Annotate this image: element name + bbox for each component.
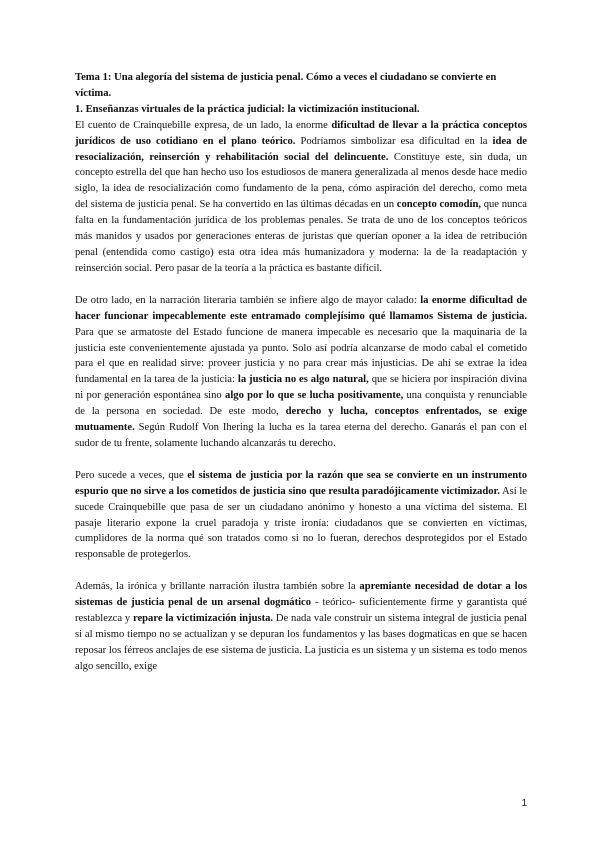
bold-run: el sistema de justicia por la razón que sea se convierte en un instrumento espurio que no sirve a los cometidos de justicia sino que resulta paradójicamente victimizador.: [75, 469, 528, 497]
bold-run: la justicia no es algo natural,: [237, 374, 369, 386]
document-body: [75, 70, 527, 675]
bold-run: dificultad de llevar a la práctica conceptos jurídicos de uso cotidiano en el plano teórico.: [75, 119, 527, 147]
bold-run: algo por lo que se lucha positivamente,: [225, 390, 404, 402]
bold-run: apremiante necesidad de dotar a los sistemas de justicia penal de un arsenal dogmático: [75, 581, 527, 609]
bold-run: idea de resocialización, reinserción y rehabilitación social del delincuente.: [75, 135, 528, 163]
text-run: Así le sucede Crainquebille que pasa de ser un ciudadano anónimo y honesto a una víctima del sistema. El pasaje literario expone la cruel paradoja y triste ironía: ciudadanos que se convierten en víctimas, cumplidores de la norma qué son tratados como si no lo fueran, derechos desprotegidos por el Estado responsable de protegerlos.: [75, 485, 527, 561]
text-run: El cuento de Crainquebille expresa, de un lado, la enorme: [75, 119, 332, 131]
paragraph-1: [75, 118, 527, 277]
paragraph-4: [75, 579, 527, 674]
bold-run: repare la victimización injusta.: [132, 613, 274, 625]
text-run: Según Rudolf Von Ihering la lucha es la tarea eterna del derecho. Ganarás el pan con el sudor de tu frente, solamente luchando alcanzarás tu derecho.: [75, 422, 527, 449]
bold-run: la enorme dificultad de hacer funcionar impecablemente este entramado complejísimo qué llamamos Sistema de justicia.: [75, 294, 527, 322]
text-run: Constituye este, sin duda, un concepto estrella del que han hecho uso los estudiosos de manera generalizada al menos desde hace medio siglo, la idea de resocialización como fundamento de la pena, cómo aspiración del derecho, como meta del sistema de justicia penal. Se ha convertido en las últimas décadas en un: [75, 151, 527, 211]
text-run: De otro lado, en la narración literaria también se infiere algo de mayor calado:: [75, 294, 421, 306]
text-run: una conquista y renunciable de la persona en sociedad. De este modo,: [75, 390, 527, 418]
text-run: Podríamos simbolizar esa dificultad en la: [295, 135, 493, 147]
bold-run: concepto comodín,: [396, 199, 481, 211]
paragraph-3: [75, 468, 527, 563]
text-run: De nada vale construir un sistema integral de justicia penal si al mismo tiempo no se actualizan y se depuran los fundamentos y las bases dogmaticas en que se hacen reposar los férreos anclajes de ese sistema de justicia. La justicia es un sistema y un sistema es todo menos algo sencillo, exige: [75, 613, 527, 672]
text-run: que se hiciera por inspiración divina ni por generación espontánea sino: [75, 374, 527, 402]
bold-run: derecho y lucha, conceptos enfrentados, se exige mutuamente.: [75, 406, 527, 434]
text-run: Pero sucede a veces, que: [75, 469, 188, 481]
paragraph-2: [75, 293, 527, 452]
document-title: Tema 1: Una alegoría del sistema de justicia penal. Cómo a veces el ciudadano se convierte en víctima.: [75, 72, 497, 99]
text-run: que nunca falta en la fundamentación jurídica de los problemas penales. Se trata de uno de los conceptos teóricos más manidos y usados por generaciones enteras de juristas que querían oponer a la idea de retribución penal (entendida como castigo) esta otra idea más humanizadora y moderna: la de la readaptación y reinserción social. Pero pasar de la teoría a la práctica es bastante difícil.: [75, 199, 528, 274]
text-run: - teórico- suficientemente firme y garantista qué restablezca y: [75, 597, 527, 625]
page-number: 1: [521, 798, 527, 809]
text-run: Para que se armatoste del Estado funcione de manera impecable es necesario que la maquinaria de la justicia este convenientemente ajustada ya punto. Solo así podría alcanzarse de modo cabal el cometido para el que en realidad sirve: proveer justicia y no para crear más injusticias. De ahí se extrae la idea fundamental en la tarea de la justicia:: [75, 326, 527, 386]
section-heading: 1. Enseñanzas virtuales de la práctica judicial: la victimización institucional.: [75, 103, 420, 115]
text-run: Además, la irónica y brillante narración ilustra también sobre la: [75, 581, 360, 593]
